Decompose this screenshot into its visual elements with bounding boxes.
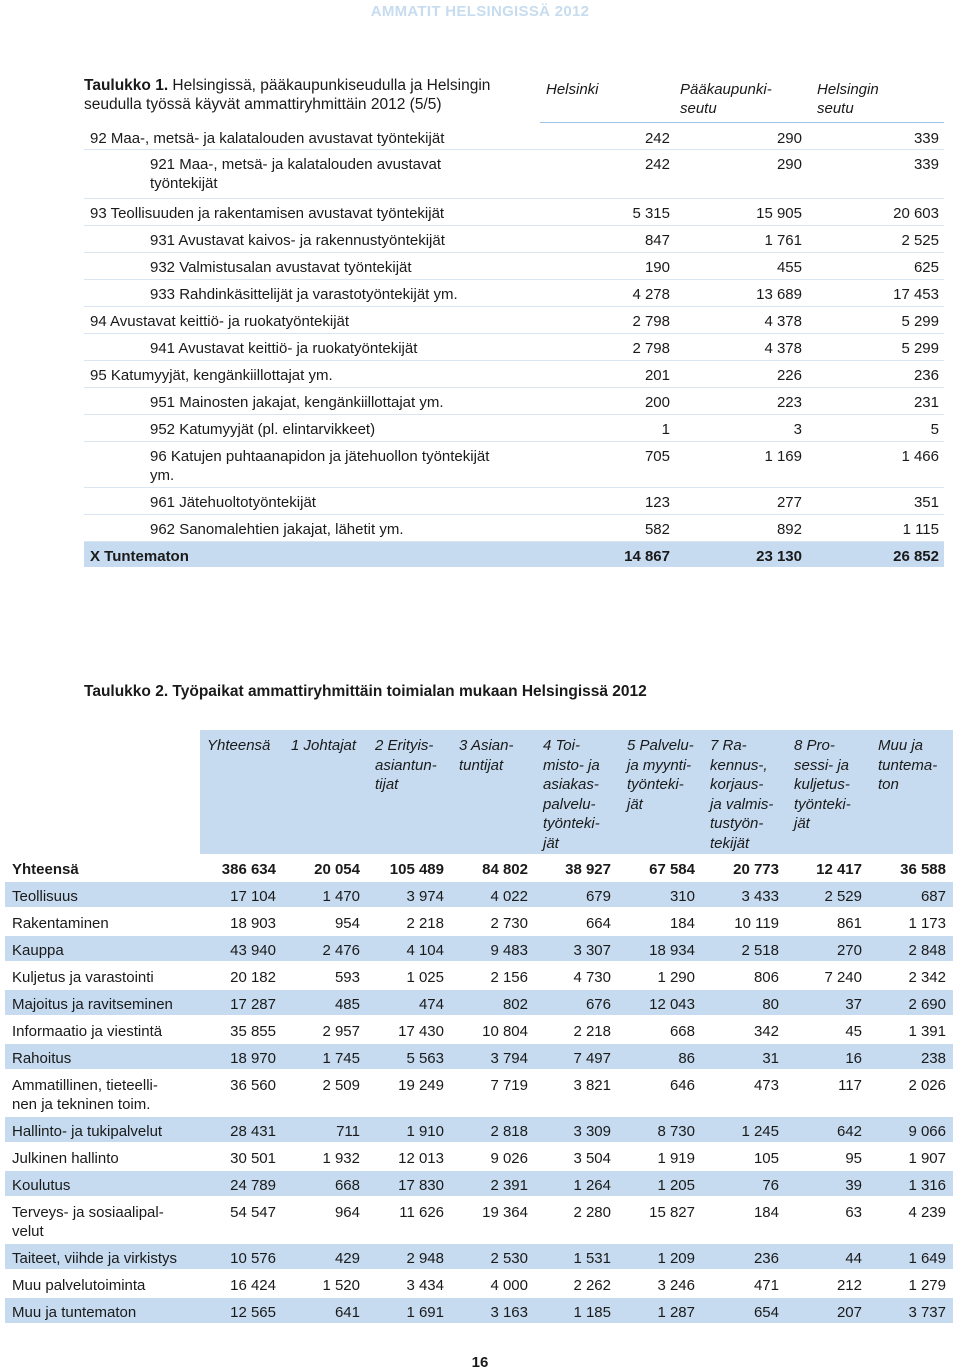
table2-cell: 18 970 bbox=[230, 1050, 276, 1067]
table2-cell: 1 932 bbox=[322, 1150, 360, 1167]
table2-cell: 2 026 bbox=[908, 1077, 946, 1094]
table2-cell: 2 690 bbox=[908, 996, 946, 1013]
table2-cell: 63 bbox=[845, 1204, 862, 1221]
table1-row-label: 96 Katujen puhtaanapidon ja jätehuollon työntekijät ym. bbox=[150, 448, 490, 484]
table2-cell: 1 173 bbox=[908, 915, 946, 932]
table2-cell: 485 bbox=[334, 996, 360, 1013]
table1-cell: 242 bbox=[644, 130, 670, 147]
table2-cell: 31 bbox=[762, 1050, 779, 1067]
table2-cell: 4 022 bbox=[490, 888, 528, 905]
table1-cell: 1 bbox=[661, 421, 670, 438]
table2-cell: 3 163 bbox=[490, 1304, 528, 1321]
table1-row bbox=[84, 334, 944, 361]
table2-cell: 2 957 bbox=[322, 1023, 360, 1040]
table2-row-label: Informaatio ja viestintä bbox=[12, 1023, 163, 1040]
table2-row bbox=[5, 1017, 953, 1044]
table2-row-label: Rakentaminen bbox=[12, 915, 109, 932]
table2-cell: 2 280 bbox=[573, 1204, 611, 1221]
table2-cell: 86 bbox=[678, 1050, 695, 1067]
table1-cell: 582 bbox=[644, 521, 670, 538]
table2-cell: 12 013 bbox=[398, 1150, 444, 1167]
table2-row bbox=[5, 1198, 953, 1244]
table1-col-helsingin-seutu-l2: seutu bbox=[817, 100, 854, 117]
table1-col-helsingin-seutu-l1: Helsingin bbox=[817, 81, 879, 98]
table2-cell: 18 934 bbox=[649, 942, 695, 959]
table1-cell: 2 798 bbox=[632, 340, 670, 357]
table2-cell: 2 730 bbox=[490, 915, 528, 932]
table1-cell: 26 852 bbox=[893, 548, 939, 565]
table1-col-helsingin-seutu bbox=[817, 80, 879, 118]
table2-cell: 37 bbox=[845, 996, 862, 1013]
table2-row bbox=[5, 882, 953, 909]
table2-cell: 861 bbox=[836, 915, 862, 932]
table1-cell: 3 bbox=[793, 421, 802, 438]
table1-cell: 13 689 bbox=[756, 286, 802, 303]
table1-cell: 200 bbox=[644, 394, 670, 411]
table2-col-header: 7 Ra- kennus-, korjaus- ja valmis- tustyön- tekijät bbox=[710, 737, 774, 852]
table1-row bbox=[84, 388, 944, 415]
table2-cell: 4 239 bbox=[908, 1204, 946, 1221]
table1-cell: 625 bbox=[913, 259, 939, 276]
table2-cell: 80 bbox=[762, 996, 779, 1013]
table2-cell: 16 424 bbox=[230, 1277, 276, 1294]
table1-col-paakaupunkiseutu-l2: seutu bbox=[680, 100, 717, 117]
table2-cell: 310 bbox=[669, 888, 695, 905]
table1-row bbox=[84, 253, 944, 280]
table2-cell: 2 218 bbox=[573, 1023, 611, 1040]
table1-cell: 339 bbox=[913, 130, 939, 147]
table2-row-label: Yhteensä bbox=[12, 861, 79, 878]
table2-cell: 20 773 bbox=[733, 861, 779, 878]
table1-col-helsinki-l1: Helsinki bbox=[546, 81, 599, 98]
table2-cell: 45 bbox=[845, 1023, 862, 1040]
table2-cell: 2 262 bbox=[573, 1277, 611, 1294]
table2-cell: 1 649 bbox=[908, 1250, 946, 1267]
table2-cell: 3 794 bbox=[490, 1050, 528, 1067]
table1-cell: 2 525 bbox=[901, 232, 939, 249]
table2-cell: 12 417 bbox=[816, 861, 862, 878]
table1-cell: 226 bbox=[776, 367, 802, 384]
table1-cell: 1 115 bbox=[902, 521, 939, 538]
table1-row-label: 921 Maa-, metsä- ja kalatalouden avustavat työntekijät bbox=[150, 156, 441, 192]
table2-cell: 3 307 bbox=[573, 942, 611, 959]
table1-row bbox=[84, 124, 944, 150]
running-header: AMMATIT HELSINGISSÄ 2012 bbox=[370, 3, 590, 20]
table2-cell: 1 470 bbox=[322, 888, 360, 905]
table2-cell: 238 bbox=[920, 1050, 946, 1067]
table2-cell: 184 bbox=[753, 1204, 779, 1221]
table2-cell: 20 054 bbox=[314, 861, 360, 878]
table2-row-label: Taiteet, viihde ja virkistys bbox=[12, 1250, 178, 1267]
table1-col-helsinki bbox=[546, 80, 599, 99]
table2-row bbox=[5, 936, 953, 963]
table2-cell: 964 bbox=[334, 1204, 360, 1221]
table1-row bbox=[84, 542, 944, 567]
table1-row bbox=[84, 199, 944, 226]
table1-cell: 5 299 bbox=[901, 313, 939, 330]
table2-cell: 236 bbox=[753, 1250, 779, 1267]
table2-row-label: Kauppa bbox=[12, 942, 64, 959]
table1-row bbox=[84, 361, 944, 388]
table2-cell: 5 563 bbox=[406, 1050, 444, 1067]
table1-col-paakaupunkiseutu-l1: Pääkaupunki- bbox=[680, 81, 772, 98]
table2-cell: 17 430 bbox=[398, 1023, 444, 1040]
table1-cell: 20 603 bbox=[893, 205, 939, 222]
table2-cell: 1 290 bbox=[657, 969, 695, 986]
table1-cell: 5 315 bbox=[632, 205, 670, 222]
table2-cell: 687 bbox=[920, 888, 946, 905]
table2-body bbox=[5, 855, 953, 1325]
table2-row-label: Muu palvelutoiminta bbox=[12, 1277, 146, 1294]
table2-col-header: 4 Toi- misto- ja asiakas- palvelu- työnteki- jät bbox=[543, 737, 600, 852]
table2-row-label: Muu ja tuntematon bbox=[12, 1304, 137, 1321]
table2-cell: 2 518 bbox=[741, 942, 779, 959]
table2-cell: 18 903 bbox=[230, 915, 276, 932]
table2-cell: 3 504 bbox=[573, 1150, 611, 1167]
table2-row bbox=[5, 855, 953, 882]
table2-cell: 10 576 bbox=[230, 1250, 276, 1267]
table1-cell: 15 905 bbox=[756, 205, 802, 222]
table2-row-label: Teollisuus bbox=[12, 888, 78, 905]
table2-cell: 654 bbox=[753, 1304, 779, 1321]
table2-cell: 2 848 bbox=[908, 942, 946, 959]
table2-cell: 28 431 bbox=[230, 1123, 276, 1140]
table1-row-label: 931 Avustavat kaivos- ja rakennustyöntekijät bbox=[150, 232, 445, 249]
table2-cell: 16 bbox=[845, 1050, 862, 1067]
table2-row-label: Rahoitus bbox=[12, 1050, 72, 1067]
table2-col-header: 1 Johtajat bbox=[291, 737, 357, 754]
table1-row bbox=[84, 280, 944, 307]
table2-cell: 44 bbox=[845, 1250, 862, 1267]
table1-cell: 290 bbox=[776, 130, 802, 147]
table2-cell: 54 547 bbox=[230, 1204, 276, 1221]
table1-cell: 4 378 bbox=[764, 340, 802, 357]
table2-cell: 4 730 bbox=[573, 969, 611, 986]
table2-row-label: Kuljetus ja varastointi bbox=[12, 969, 154, 986]
table1-cell: 1 169 bbox=[764, 448, 802, 465]
table2-cell: 1 025 bbox=[406, 969, 444, 986]
page-number: 16 bbox=[471, 1354, 489, 1371]
table2-cell: 36 560 bbox=[230, 1077, 276, 1094]
table2-cell: 4 104 bbox=[406, 942, 444, 959]
table1-caption-line2: seudulla työssä käyvät ammattiryhmittäin 2012 (5/5) bbox=[84, 96, 442, 113]
table2-col-header: Yhteensä bbox=[207, 737, 271, 754]
table2-row-label: Hallinto- ja tukipalvelut bbox=[12, 1123, 163, 1140]
table1-row-label: 952 Katumyyjät (pl. elintarvikkeet) bbox=[150, 421, 376, 438]
table1-cell: 2 798 bbox=[632, 313, 670, 330]
table2-cell: 2 530 bbox=[490, 1250, 528, 1267]
table2-cell: 1 391 bbox=[908, 1023, 946, 1040]
table1-row-label: 962 Sanomalehtien jakajat, lähetit ym. bbox=[150, 521, 404, 538]
table2-cell: 676 bbox=[585, 996, 611, 1013]
table2-cell: 24 789 bbox=[230, 1177, 276, 1194]
table1-cell: 231 bbox=[913, 394, 939, 411]
table2-cell: 17 287 bbox=[230, 996, 276, 1013]
table2-cell: 2 218 bbox=[406, 915, 444, 932]
table2-cell: 36 588 bbox=[900, 861, 946, 878]
table2-row bbox=[5, 1244, 953, 1271]
table2-row bbox=[5, 1171, 953, 1198]
table1-col-paakaupunkiseutu bbox=[680, 80, 772, 118]
table2-cell: 7 497 bbox=[573, 1050, 611, 1067]
table1-cell: 236 bbox=[913, 367, 939, 384]
table2-cell: 1 919 bbox=[657, 1150, 695, 1167]
table1-row bbox=[84, 415, 944, 442]
table2-cell: 1 209 bbox=[657, 1250, 695, 1267]
table1-cell: 1 466 bbox=[901, 448, 939, 465]
table2-row-label: Terveys- ja sosiaalipal- velut bbox=[12, 1204, 164, 1240]
table2-cell: 3 246 bbox=[657, 1277, 695, 1294]
table2-row bbox=[5, 1298, 953, 1325]
table2-cell: 8 730 bbox=[657, 1123, 695, 1140]
table2-cell: 17 830 bbox=[398, 1177, 444, 1194]
table1-cell: 242 bbox=[644, 156, 670, 173]
table1-cell: 223 bbox=[776, 394, 802, 411]
table2-cell: 1 287 bbox=[657, 1304, 695, 1321]
table2-cell: 668 bbox=[669, 1023, 695, 1040]
table2-cell: 184 bbox=[669, 915, 695, 932]
table2-cell: 806 bbox=[753, 969, 779, 986]
table1-cell: 847 bbox=[644, 232, 670, 249]
table1-row-label: 932 Valmistusalan avustavat työntekijät bbox=[150, 259, 412, 276]
table1-cell: 17 453 bbox=[893, 286, 939, 303]
table1-body bbox=[84, 124, 944, 567]
table1-row bbox=[84, 515, 944, 542]
table2-cell: 67 584 bbox=[649, 861, 695, 878]
table2-cell: 10 804 bbox=[482, 1023, 528, 1040]
table2-cell: 39 bbox=[845, 1177, 862, 1194]
table2-cell: 954 bbox=[334, 915, 360, 932]
table1-cell: 23 130 bbox=[756, 548, 802, 565]
table2-cell: 270 bbox=[836, 942, 862, 959]
table1-caption-line1: Helsingissä, pääkaupunkiseudulla ja Helsingin bbox=[168, 77, 491, 94]
table2-cell: 212 bbox=[836, 1277, 862, 1294]
table1-row bbox=[84, 488, 944, 515]
table2-cell: 1 520 bbox=[322, 1277, 360, 1294]
table2-col-header: 8 Pro- sessi- ja kuljetus- työnteki- jät bbox=[794, 737, 851, 832]
table2-cell: 4 000 bbox=[490, 1277, 528, 1294]
table2-cell: 15 827 bbox=[649, 1204, 695, 1221]
table2-cell: 2 476 bbox=[322, 942, 360, 959]
table2-cell: 2 156 bbox=[490, 969, 528, 986]
table2-cell: 9 026 bbox=[490, 1150, 528, 1167]
table1-cell: 201 bbox=[644, 367, 670, 384]
table2-cell: 386 634 bbox=[221, 861, 276, 878]
table1-cell: 705 bbox=[644, 448, 670, 465]
table2-cell: 30 501 bbox=[230, 1150, 276, 1167]
table2-cell: 641 bbox=[334, 1304, 360, 1321]
table2-cell: 9 066 bbox=[908, 1123, 946, 1140]
table1-caption-number: Taulukko 1. bbox=[84, 77, 169, 94]
table2-cell: 3 309 bbox=[573, 1123, 611, 1140]
table2-cell: 35 855 bbox=[230, 1023, 276, 1040]
table1-caption bbox=[84, 76, 534, 114]
table2-row bbox=[5, 1071, 953, 1117]
table1-row-label: 933 Rahdinkäsittelijät ja varastotyöntekijät ym. bbox=[150, 286, 458, 303]
table2-row-label: Ammatillinen, tieteelli- nen ja tekninen toim. bbox=[12, 1077, 158, 1113]
table2-cell: 679 bbox=[585, 888, 611, 905]
table2-cell: 2 342 bbox=[908, 969, 946, 986]
table1-cell: 290 bbox=[776, 156, 802, 173]
table2-cell: 9 483 bbox=[490, 942, 528, 959]
table1-cell: 351 bbox=[913, 494, 939, 511]
table2-cell: 12 043 bbox=[649, 996, 695, 1013]
table2-cell: 7 719 bbox=[490, 1077, 528, 1094]
table1-row-label: 961 Jätehuoltotyöntekijät bbox=[150, 494, 316, 511]
table2-cell: 1 691 bbox=[406, 1304, 444, 1321]
table2-cell: 3 737 bbox=[908, 1304, 946, 1321]
table2-cell: 1 279 bbox=[908, 1277, 946, 1294]
table2-cell: 802 bbox=[502, 996, 528, 1013]
table2-row bbox=[5, 963, 953, 990]
table2-cell: 642 bbox=[836, 1123, 862, 1140]
table2-row bbox=[5, 1271, 953, 1298]
table2-row-label: Majoitus ja ravitseminen bbox=[12, 996, 173, 1013]
table2-cell: 2 509 bbox=[322, 1077, 360, 1094]
table2-cell: 1 907 bbox=[908, 1150, 946, 1167]
table1-row bbox=[84, 307, 944, 334]
table2-row bbox=[5, 1044, 953, 1071]
table2-cell: 664 bbox=[585, 915, 611, 932]
table1-cell: 339 bbox=[913, 156, 939, 173]
table2-cell: 95 bbox=[845, 1150, 862, 1167]
table2-row bbox=[5, 1117, 953, 1144]
table1-cell: 455 bbox=[776, 259, 802, 276]
table1-row bbox=[84, 226, 944, 253]
table2-cell: 43 940 bbox=[230, 942, 276, 959]
table1-row-label: 95 Katumyyjät, kengänkiillottajat ym. bbox=[90, 367, 333, 384]
table1-cell: 14 867 bbox=[624, 548, 670, 565]
table2-cell: 20 182 bbox=[230, 969, 276, 986]
table2-cell: 429 bbox=[334, 1250, 360, 1267]
table2-cell: 1 185 bbox=[573, 1304, 611, 1321]
table2-row-label: Julkinen hallinto bbox=[12, 1150, 119, 1167]
table2-col-header: Muu ja tuntema- ton bbox=[878, 737, 938, 793]
table2-cell: 10 119 bbox=[734, 915, 779, 932]
table1-row-label: 951 Mainosten jakajat, kengänkiillottajat ym. bbox=[150, 394, 444, 411]
table2-caption: Taulukko 2. Työpaikat ammattiryhmittäin toimialan mukaan Helsingissä 2012 bbox=[84, 683, 647, 700]
table1-cell: 4 378 bbox=[764, 313, 802, 330]
table2-cell: 12 565 bbox=[230, 1304, 276, 1321]
table2-cell: 3 433 bbox=[741, 888, 779, 905]
table1-cell: 892 bbox=[776, 521, 802, 538]
table1-row-label: 93 Teollisuuden ja rakentamisen avustavat työntekijät bbox=[90, 205, 445, 222]
table2-cell: 646 bbox=[669, 1077, 695, 1094]
table2-cell: 3 974 bbox=[406, 888, 444, 905]
table2-cell: 76 bbox=[762, 1177, 779, 1194]
table1-cell: 123 bbox=[644, 494, 670, 511]
table2-cell: 3 434 bbox=[406, 1277, 444, 1294]
table2-row bbox=[5, 990, 953, 1017]
table2-cell: 471 bbox=[753, 1277, 779, 1294]
table2-cell: 1 745 bbox=[322, 1050, 360, 1067]
table2-row bbox=[5, 1144, 953, 1171]
table2-cell: 1 245 bbox=[741, 1123, 779, 1140]
table2-cell: 19 249 bbox=[398, 1077, 444, 1094]
table1-row bbox=[84, 150, 944, 199]
table2-cell: 2 948 bbox=[406, 1250, 444, 1267]
table1-cell: 5 299 bbox=[901, 340, 939, 357]
table2-cell: 2 529 bbox=[824, 888, 862, 905]
table2-cell: 1 910 bbox=[406, 1123, 444, 1140]
table2-cell: 19 364 bbox=[482, 1204, 528, 1221]
table2-cell: 1 316 bbox=[908, 1177, 946, 1194]
table2-cell: 1 264 bbox=[573, 1177, 611, 1194]
table2-cell: 84 802 bbox=[482, 861, 528, 878]
table2-cell: 207 bbox=[836, 1304, 862, 1321]
table2-cell: 593 bbox=[334, 969, 360, 986]
table1-row-label: 92 Maa-, metsä- ja kalatalouden avustavat työntekijät bbox=[90, 130, 445, 147]
table2-cell: 17 104 bbox=[230, 888, 276, 905]
table2-cell: 711 bbox=[336, 1123, 360, 1140]
table2-cell: 38 927 bbox=[565, 861, 611, 878]
table2-cell: 117 bbox=[838, 1077, 862, 1094]
table1-row bbox=[84, 442, 944, 488]
table1-cell: 190 bbox=[644, 259, 670, 276]
table2-cell: 2 818 bbox=[490, 1123, 528, 1140]
table2-col-header: 3 Asian- tuntijat bbox=[459, 737, 514, 774]
table1-cell: 4 278 bbox=[632, 286, 670, 303]
table2-cell: 668 bbox=[334, 1177, 360, 1194]
table2-cell: 473 bbox=[753, 1077, 779, 1094]
table1-cell: 5 bbox=[930, 421, 939, 438]
table1-row-label: 94 Avustavat keittiö- ja ruokatyöntekijät bbox=[90, 313, 350, 330]
table2-cell: 2 391 bbox=[490, 1177, 528, 1194]
table2-cell: 11 626 bbox=[399, 1204, 444, 1221]
table2-cell: 3 821 bbox=[573, 1077, 611, 1094]
table1-cell: 277 bbox=[776, 494, 802, 511]
table2-cell: 105 489 bbox=[389, 861, 444, 878]
table2-cell: 1 531 bbox=[573, 1250, 611, 1267]
table2-cell: 342 bbox=[753, 1023, 779, 1040]
table2-cell: 105 bbox=[753, 1150, 779, 1167]
table1-header bbox=[540, 80, 944, 123]
table2-cell: 7 240 bbox=[824, 969, 862, 986]
table2-cell: 1 205 bbox=[657, 1177, 695, 1194]
table2-col-header: 2 Erityis- asiantun- tijat bbox=[375, 737, 437, 793]
table1-row-label: X Tuntematon bbox=[90, 548, 189, 565]
table1-row-label: 941 Avustavat keittiö- ja ruokatyöntekijät bbox=[150, 340, 418, 357]
table2-col-header: 5 Palvelu- ja myynti- työnteki- jät bbox=[627, 737, 694, 813]
table2-row bbox=[5, 909, 953, 936]
table2-cell: 474 bbox=[418, 996, 444, 1013]
table1-cell: 1 761 bbox=[764, 232, 802, 249]
table2-row-label: Koulutus bbox=[12, 1177, 71, 1194]
